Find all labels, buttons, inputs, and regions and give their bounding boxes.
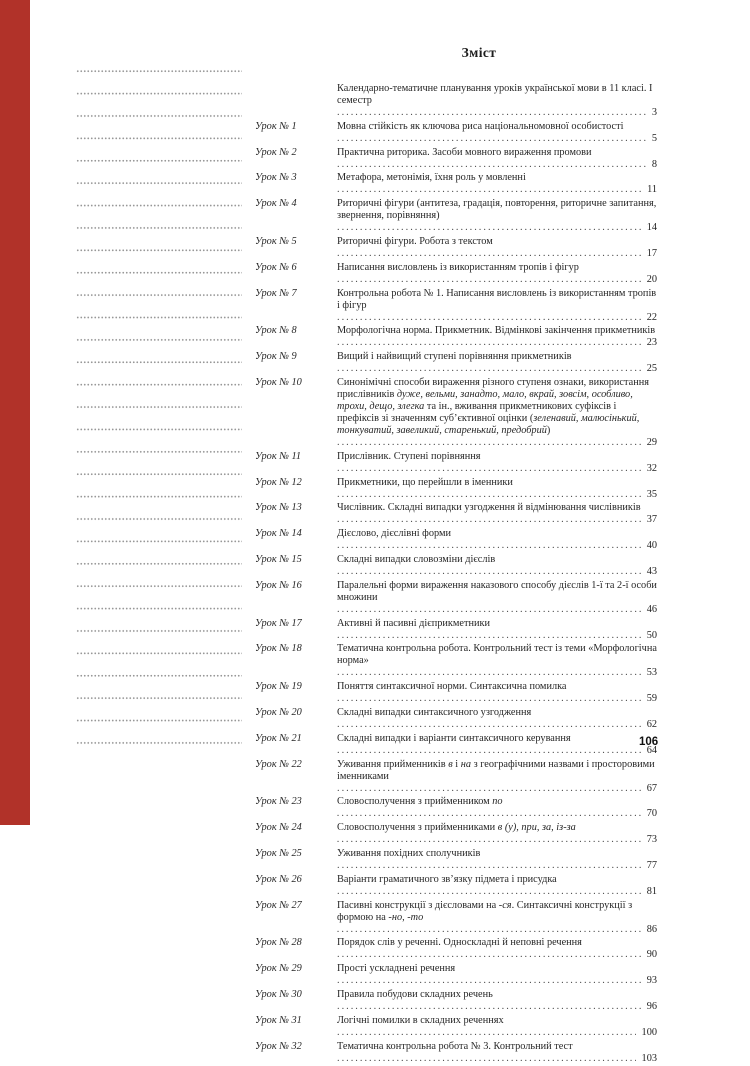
- toc-entry-page: 32: [641, 463, 657, 475]
- toc-entry-page: 14: [641, 222, 657, 234]
- toc-entry-text: Морфологічна норма. Прикметник. Відмінкові закінчення прикметників .....: [337, 325, 657, 348]
- toc-entry-text: Практична риторика. Засоби мовного вираження промови .....: [337, 147, 657, 170]
- toc-entry-label: Урок № 23: [255, 796, 302, 808]
- toc-entry: [255, 121, 657, 145]
- toc-entry-title: [337, 874, 657, 898]
- toc-entry-text: Активні й пасивні дієприкметники .....: [337, 618, 657, 641]
- toc-entry-title: [337, 643, 657, 679]
- toc-entry-page: 17: [641, 248, 657, 260]
- toc-entry-text: Варіанти граматичного зв’язку підмета і присудка .....: [337, 874, 657, 897]
- toc-entry: [255, 325, 657, 349]
- toc-entry: [255, 1041, 657, 1065]
- toc-entry-label: Урок № 1: [255, 120, 297, 132]
- toc-entry-text: Пасивні конструкції з дієсловами на: [337, 899, 499, 911]
- toc-entry-page: 81: [641, 886, 657, 898]
- toc-entry: [255, 900, 657, 936]
- toc-entry-page: 8: [646, 159, 657, 171]
- toc-entry-label: Урок № 20: [255, 706, 302, 718]
- toc-entry-page: 67: [641, 783, 657, 795]
- toc-entry-text: Складні випадки синтаксичного узгодження .....: [337, 707, 657, 730]
- toc-entry-label: Урок № 32: [255, 1040, 302, 1052]
- toc-entry-label: Урок № 16: [255, 579, 302, 591]
- toc-entry-label: Урок № 2: [255, 146, 297, 158]
- toc-entry-text: і: [452, 758, 461, 770]
- toc-entry-page: 96: [641, 1001, 657, 1013]
- toc-entry-title: [337, 236, 657, 260]
- toc-entry-text: Словосполучення з прийменником: [337, 796, 493, 808]
- toc-entry: [255, 874, 657, 898]
- toc-entry-title: [337, 707, 657, 731]
- toc-entry-text: Контрольна робота № 1. Написання висловлень із використанням тропів і фігур .....: [337, 288, 657, 323]
- toc-entry: [255, 554, 657, 578]
- toc-entry-title: [337, 451, 657, 475]
- toc-entry-label: Урок № 21: [255, 732, 302, 744]
- toc-entry-title: [337, 681, 657, 705]
- toc-entry: [255, 796, 657, 820]
- toc-entry-page: 37: [641, 514, 657, 526]
- page-edge-band: [0, 0, 30, 825]
- toc-entry: [255, 528, 657, 552]
- toc-entry-title: [337, 822, 657, 846]
- toc-entry-label: Урок № 15: [255, 553, 302, 565]
- toc-entry: [255, 963, 657, 987]
- toc-entry-title: [337, 351, 657, 375]
- toc-entry-title: [337, 288, 657, 324]
- toc-entry-text: Логічні помилки в складних реченнях .....: [337, 1015, 657, 1038]
- toc-entry-page: 46: [641, 604, 657, 616]
- toc-entry-label: Урок № 11: [255, 450, 302, 462]
- toc-entry: [255, 643, 657, 679]
- toc-entry-title: [337, 989, 657, 1013]
- toc-entry-page: 35: [641, 489, 657, 501]
- toc-entry-page: 77: [641, 860, 657, 872]
- toc-entry-page: 20: [641, 274, 657, 286]
- toc-entry-title: [337, 1041, 657, 1065]
- toc-entry: [255, 288, 657, 324]
- toc-entry-text: Складні випадки і варіанти синтаксичного керування .....: [337, 733, 657, 756]
- toc-entry-text: в: [448, 758, 453, 770]
- page-title: Зміст: [461, 45, 497, 60]
- toc-entry-label: Урок № 19: [255, 681, 302, 693]
- toc-entry-text: Тематична контрольна робота № 3. Контрольний тест .....: [337, 1041, 657, 1064]
- toc-entry: [255, 759, 657, 795]
- toc-entry: [255, 989, 657, 1013]
- toc-entry-label: Урок № 7: [255, 287, 297, 299]
- toc-entry-page: 103: [636, 1053, 657, 1065]
- toc-entry-title: [337, 147, 657, 171]
- toc-entry-text: на: [460, 758, 471, 770]
- toc-entry-label: Урок № 27: [255, 899, 302, 911]
- toc-entry-title: [337, 121, 657, 145]
- toc-entry-page: 3: [646, 107, 657, 119]
- toc-entry-label: Урок № 28: [255, 937, 302, 949]
- toc-entry-label: Урок № 4: [255, 198, 297, 210]
- toc-entry-label: Урок № 10: [255, 376, 302, 388]
- toc-entry-label: Урок № 24: [255, 822, 302, 834]
- toc-entry-text: Синонімічні способи вираження різного ступеня ознаки, використання прислівників: [337, 376, 649, 400]
- toc-entry-title: [337, 528, 657, 552]
- toc-entry-text: Прості ускладнені речення .....: [337, 963, 657, 986]
- table-of-contents: [255, 47, 657, 1066]
- toc-entry-title: [337, 759, 657, 795]
- toc-entry-label: Урок № 9: [255, 351, 297, 363]
- toc-entry-page: 25: [641, 363, 657, 375]
- toc-entry-title: [337, 580, 657, 616]
- toc-entry-page: 43: [641, 566, 657, 578]
- toc-entry-label: Урок № 30: [255, 988, 302, 1000]
- toc-entry: [255, 477, 657, 501]
- toc-entry-text: з географічними назвами і просторовими іменниками .....: [337, 759, 657, 794]
- toc-entry-title: [337, 172, 657, 196]
- toc-entry-title: [337, 554, 657, 578]
- toc-entry-page: 64: [641, 745, 657, 757]
- toc-entry-label: Урок № 31: [255, 1014, 302, 1026]
- page-number: 106: [639, 736, 659, 748]
- toc-entry: [255, 1015, 657, 1039]
- toc-entry: [255, 83, 657, 119]
- toc-entry-text: дуже, вельми, занадто, мало, вкрай, зовсім, особливо, трохи, дещо, злегка: [337, 388, 633, 412]
- toc-entry-text: Словосполучення з прийменниками: [337, 822, 498, 834]
- toc-entry-label: Урок № 12: [255, 476, 302, 488]
- toc-entry: [255, 236, 657, 260]
- toc-entry-page: 40: [641, 540, 657, 552]
- toc-entry-page: 50: [641, 630, 657, 642]
- toc-entry: [255, 377, 657, 449]
- toc-entry: [255, 580, 657, 616]
- toc-entry-page: 73: [641, 834, 657, 846]
- toc-entry-label: Урок № 29: [255, 963, 302, 975]
- toc-entry-page: 5: [646, 133, 657, 145]
- toc-entry-page: 62: [641, 719, 657, 731]
- toc-entry: [255, 262, 657, 286]
- toc-entry-title: [337, 262, 657, 286]
- toc-entry-label: Урок № 6: [255, 261, 297, 273]
- toc-entry: [255, 707, 657, 731]
- notes-dotted-lines: [76, 56, 242, 748]
- toc-entry-text: Вищий і найвищий ступені порівняння прикметників .....: [337, 351, 657, 374]
- toc-entry-text: та ін., вживання прикметникових суфіксів і префіксів зі значенням суб’єктивної оцінки (: [337, 400, 617, 424]
- toc-entry-text: по .....: [337, 796, 657, 819]
- toc-entry-text: ) .....: [337, 425, 657, 448]
- toc-entry-text: Порядок слів у реченні. Односкладні й неповні речення .....: [337, 937, 657, 960]
- toc-entry-text: Прислівник. Ступені порівняння .....: [337, 451, 657, 474]
- toc-entry: [255, 618, 657, 642]
- toc-entry-label: Урок № 22: [255, 758, 302, 770]
- toc-entry-page: 70: [641, 808, 657, 820]
- toc-entry-text: Метафора, метонімія, їхня роль у мовленні .....: [337, 172, 657, 195]
- toc-entry-title: [337, 377, 657, 449]
- toc-entry-title: [337, 477, 657, 501]
- toc-entry-text: -ся: [498, 899, 512, 911]
- toc-entry-title: [337, 733, 657, 757]
- toc-entry-title: [337, 848, 657, 872]
- toc-entry-title: [337, 963, 657, 987]
- toc-entry-title: [337, 796, 657, 820]
- toc-entry-page: 93: [641, 975, 657, 987]
- toc-entry-text: Прикметники, що перейшли в іменники .....: [337, 477, 657, 500]
- toc-entry-text: Дієслово, дієслівні форми .....: [337, 528, 657, 551]
- toc-entry: [255, 451, 657, 475]
- toc-entry-text: Написання висловлень із використанням тропів і фігур .....: [337, 262, 657, 285]
- toc-entry: [255, 147, 657, 171]
- toc-entry-page: 59: [641, 693, 657, 705]
- toc-entry-text: . Синтаксичні конструкції з формою на: [337, 899, 633, 923]
- toc-entry-label: Урок № 17: [255, 617, 302, 629]
- toc-entry-label: Урок № 8: [255, 325, 297, 337]
- toc-entry-text: Складні випадки словозміни дієслів .....: [337, 554, 657, 577]
- toc-entry-page: 90: [641, 949, 657, 961]
- toc-entry-text: Тематична контрольна робота. Контрольний тест із теми «Морфологічна норма» .....: [337, 643, 657, 678]
- toc-entry: [255, 937, 657, 961]
- toc-entry-text: -но, -то .....: [337, 912, 657, 935]
- toc-entry-page: 29: [641, 437, 657, 449]
- toc-entry-text: Уживання прийменників: [337, 758, 449, 770]
- toc-entry-text: Поняття синтаксичної норми. Синтаксична помилка .....: [337, 681, 657, 704]
- toc-entry-label: Урок № 5: [255, 235, 297, 247]
- toc-entry-page: 11: [641, 184, 657, 196]
- toc-entry-text: Паралельні форми вираження наказового способу дієслів 1-ї та 2-ї особи множини .....: [337, 580, 657, 615]
- toc-list: [255, 83, 657, 1065]
- toc-entry-page: 53: [641, 667, 657, 679]
- toc-entry-label: Урок № 25: [255, 847, 302, 859]
- toc-entry: [255, 198, 657, 234]
- toc-entry-text: Риторичні фігури. Робота з текстом .....: [337, 236, 657, 259]
- toc-entry: [255, 351, 657, 375]
- toc-entry-text: Риторичні фігури (антитеза, градація, повторення, риторичне запитання, звернення, порівняння) .....: [337, 198, 657, 233]
- toc-entry: [255, 848, 657, 872]
- toc-entry-title: [337, 937, 657, 961]
- toc-entry-text: зеленавий, малюсінький, тонкуватий, завеликий, старенький, предобрий: [337, 412, 640, 436]
- toc-entry-label: Урок № 26: [255, 873, 302, 885]
- toc-entry-text: Правила побудови складних речень .....: [337, 989, 657, 1012]
- toc-entry: [255, 502, 657, 526]
- toc-entry-text: Числівник. Складні випадки узгодження й відмінювання числівників .....: [337, 502, 657, 525]
- toc-entry-label: Урок № 3: [255, 172, 297, 184]
- toc-entry-label: Урок № 14: [255, 528, 302, 540]
- toc-entry: [255, 681, 657, 705]
- toc-entry-title: [337, 1015, 657, 1039]
- toc-entry-page: 22: [641, 312, 657, 324]
- toc-entry-label: Урок № 18: [255, 643, 302, 655]
- toc-entry-label: Урок № 13: [255, 502, 302, 514]
- toc-entry-label: [255, 83, 337, 119]
- toc-entry: [255, 172, 657, 196]
- toc-entry-title: [337, 618, 657, 642]
- toc-entry-text: в (у), при, за, із-за .....: [337, 822, 657, 845]
- toc-entry-page: 23: [641, 337, 657, 349]
- toc-entry: [255, 822, 657, 846]
- toc-entry-title: [337, 900, 657, 936]
- toc-entry-title: [337, 198, 657, 234]
- toc-entry-page: 100: [636, 1027, 657, 1039]
- toc-entry-page: 86: [641, 924, 657, 936]
- toc-entry-text: Календарно-тематичне планування уроків української мови в 11 класі. І семестр .....: [337, 83, 657, 118]
- toc-entry-text: Уживання похідних сполучників .....: [337, 848, 657, 871]
- toc-entry-title: [337, 83, 657, 119]
- toc-entry-title: [337, 502, 657, 526]
- toc-entry-title: [337, 325, 657, 349]
- toc-entry-text: Мовна стійкість як ключова риса національномовної особистості .....: [337, 121, 657, 144]
- toc-entry: [255, 733, 657, 757]
